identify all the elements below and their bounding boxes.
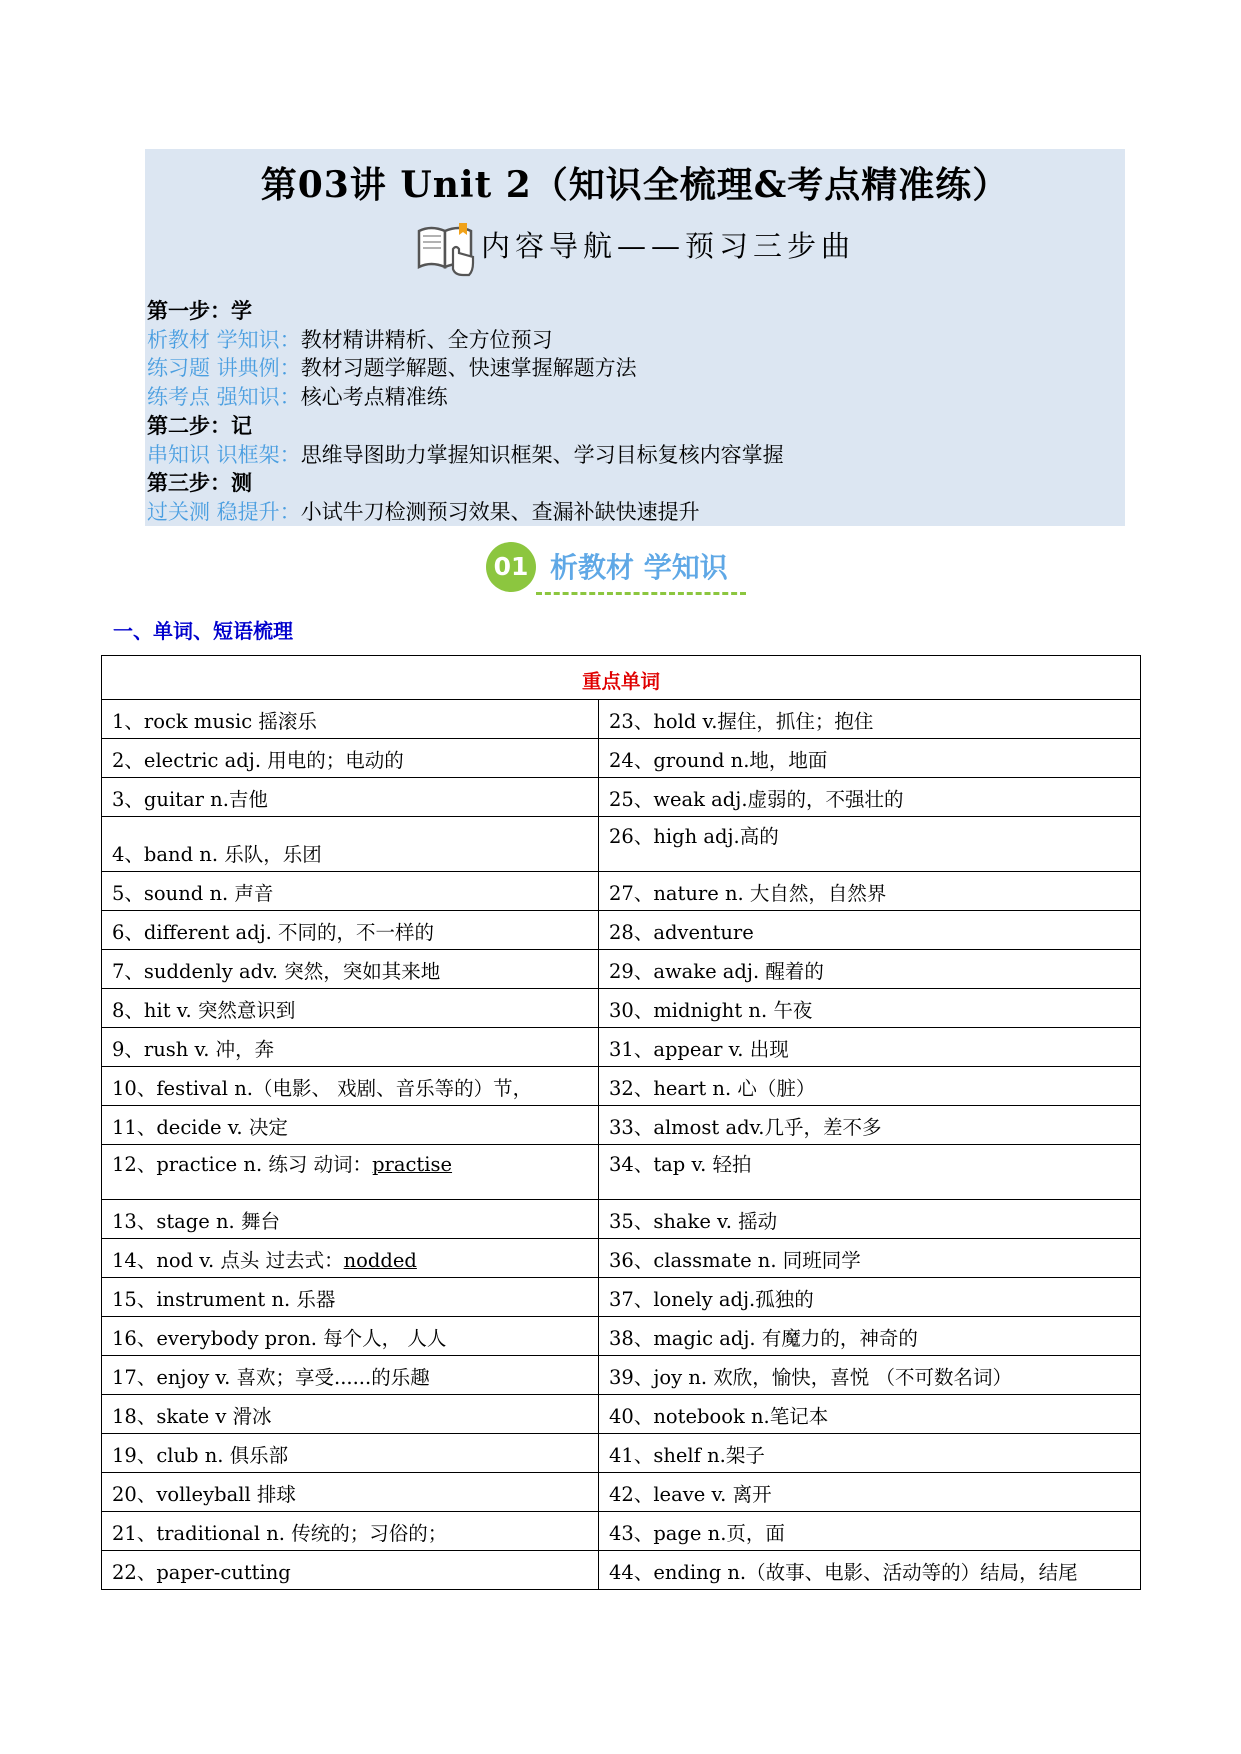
table-row xyxy=(102,1278,1141,1317)
vocab-cell-left: 22、paper-cutting xyxy=(102,1551,599,1590)
table-row xyxy=(102,1067,1141,1106)
table-row xyxy=(102,1239,1141,1278)
vocab-body xyxy=(102,700,1141,1590)
vocab-cell-right: 32、heart n. 心（脏） xyxy=(599,1067,1141,1106)
vocab-cell-left: 14、nod v. 点头 过去式：nodded xyxy=(102,1239,599,1278)
badge-underline xyxy=(536,592,746,595)
vocab-cell-left: 20、volleyball 排球 xyxy=(102,1473,599,1512)
step3-heading: 第三步：测 xyxy=(147,470,252,496)
vocab-cell-right: 29、awake adj. 醒着的 xyxy=(599,950,1141,989)
vocab-cell-left: 7、suddenly adv. 突然，突如其来地 xyxy=(102,950,599,989)
vocab-cell-left: 10、festival n.（电影、 戏剧、音乐等的）节， xyxy=(102,1067,599,1106)
vocab-cell-left: 16、everybody pron. 每个人， 人人 xyxy=(102,1317,599,1356)
nav-title-row xyxy=(145,219,1125,277)
table-row xyxy=(102,1317,1141,1356)
section-title: 一、单词、短语梳理 xyxy=(113,619,293,643)
vocab-cell-right: 42、leave v. 离开 xyxy=(599,1473,1141,1512)
table-row xyxy=(102,1106,1141,1145)
vocab-cell-left: 21、traditional n. 传统的；习俗的； xyxy=(102,1512,599,1551)
vocab-cell-right: 26、high adj.高的 xyxy=(599,817,1141,872)
table-row xyxy=(102,739,1141,778)
practise-word: practise xyxy=(372,1153,453,1176)
vocab-cell-right: 44、ending n.（故事、电影、活动等的）结局，结尾 xyxy=(599,1551,1141,1590)
vocab-cell-right: 43、page n.页，面 xyxy=(599,1512,1141,1551)
step-list xyxy=(147,297,784,527)
table-row xyxy=(102,1145,1141,1200)
section-number: 01 xyxy=(486,542,536,592)
vocab-cell-right: 35、shake v. 摇动 xyxy=(599,1200,1141,1239)
table-row xyxy=(102,1551,1141,1590)
table-row xyxy=(102,1356,1141,1395)
step1-item-3: 练考点 强知识：核心考点精准练 xyxy=(147,385,448,410)
vocab-cell-left: 8、hit v. 突然意识到 xyxy=(102,989,599,1028)
step1-item-1: 析教材 学知识：教材精讲精析、全方位预习 xyxy=(147,327,553,352)
vocab-cell-left: 1、rock music 摇滚乐 xyxy=(102,700,599,739)
table-row xyxy=(102,911,1141,950)
step1-item-2: 练习题 讲典例：教材习题学解题、快速掌握解题方法 xyxy=(147,356,637,381)
vocab-cell-left: 6、different adj. 不同的，不一样的 xyxy=(102,911,599,950)
vocab-cell-left: 11、decide v. 决定 xyxy=(102,1106,599,1145)
vocab-cell-right: 41、shelf n.架子 xyxy=(599,1434,1141,1473)
table-row xyxy=(102,872,1141,911)
vocab-cell-right: 24、ground n.地，地面 xyxy=(599,739,1141,778)
step1-heading: 第一步：学 xyxy=(147,298,252,323)
vocab-cell-right: 34、tap v. 轻拍 xyxy=(599,1145,1141,1200)
vocab-cell-left: 2、electric adj. 用电的；电动的 xyxy=(102,739,599,778)
table-row xyxy=(102,817,1141,872)
vocab-cell-right: 28、adventure xyxy=(599,911,1141,950)
vocab-cell-left: 19、club n. 俱乐部 xyxy=(102,1434,599,1473)
table-row xyxy=(102,1395,1141,1434)
table-row xyxy=(102,700,1141,739)
table-row xyxy=(102,989,1141,1028)
table-row xyxy=(102,950,1141,989)
vocab-cell-right: 30、midnight n. 午夜 xyxy=(599,989,1141,1028)
vocab-cell-right: 31、appear v. 出现 xyxy=(599,1028,1141,1067)
table-row xyxy=(102,1473,1141,1512)
step3-item: 过关测 稳提升：小试牛刀检测预习效果、查漏补缺快速提升 xyxy=(147,499,700,524)
vocab-cell-right: 36、classmate n. 同班同学 xyxy=(599,1239,1141,1278)
vocab-cell-right: 27、nature n. 大自然，自然界 xyxy=(599,872,1141,911)
vocab-cell-left: 9、rush v. 冲，奔 xyxy=(102,1028,599,1067)
vocab-cell-right: 23、hold v.握住，抓住；抱住 xyxy=(599,700,1141,739)
vocab-cell-left: 12、practice n. 练习 动词：practise xyxy=(102,1145,599,1200)
book-hand-icon xyxy=(415,219,479,277)
table-row xyxy=(102,778,1141,817)
vocab-cell-left: 15、instrument n. 乐器 xyxy=(102,1278,599,1317)
table-header: 重点单词 xyxy=(102,656,1141,700)
step2-item: 串知识 识框架：思维导图助力掌握知识框架、学习目标复核内容掌握 xyxy=(147,442,784,467)
vocab-cell-left: 5、sound n. 声音 xyxy=(102,872,599,911)
vocab-cell-right: 40、notebook n.笔记本 xyxy=(599,1395,1141,1434)
table-row xyxy=(102,1434,1141,1473)
nodded-word: nodded xyxy=(343,1249,417,1272)
vocab-cell-right: 39、joy n. 欢欣，愉快，喜悦 （不可数名词） xyxy=(599,1356,1141,1395)
table-row xyxy=(102,1028,1141,1067)
table-row xyxy=(102,1512,1141,1551)
table-row xyxy=(102,1200,1141,1239)
section-badge xyxy=(486,540,766,596)
section-badge-text: 析教材 学知识 xyxy=(550,551,728,584)
vocab-table xyxy=(101,655,1141,1590)
nav-title: 内容导航——预习三步曲 xyxy=(480,229,855,263)
vocab-cell-right: 25、weak adj.虚弱的，不强壮的 xyxy=(599,778,1141,817)
vocab-cell-left: 17、enjoy v. 喜欢；享受......的乐趣 xyxy=(102,1356,599,1395)
vocab-cell-right: 37、lonely adj.孤独的 xyxy=(599,1278,1141,1317)
vocab-cell-left: 18、skate v 滑冰 xyxy=(102,1395,599,1434)
vocab-cell-left: 4、band n. 乐队，乐团 xyxy=(102,817,599,872)
vocab-cell-left: 3、guitar n.吉他 xyxy=(102,778,599,817)
page-title: 第03讲 Unit 2（知识全梳理&考点精准练） xyxy=(260,164,1010,206)
step2-heading: 第二步：记 xyxy=(147,412,252,438)
vocab-cell-right: 38、magic adj. 有魔力的，神奇的 xyxy=(599,1317,1141,1356)
header-box xyxy=(145,149,1125,526)
vocab-cell-right: 33、almost adv.几乎，差不多 xyxy=(599,1106,1141,1145)
vocab-cell-left: 13、stage n. 舞台 xyxy=(102,1200,599,1239)
